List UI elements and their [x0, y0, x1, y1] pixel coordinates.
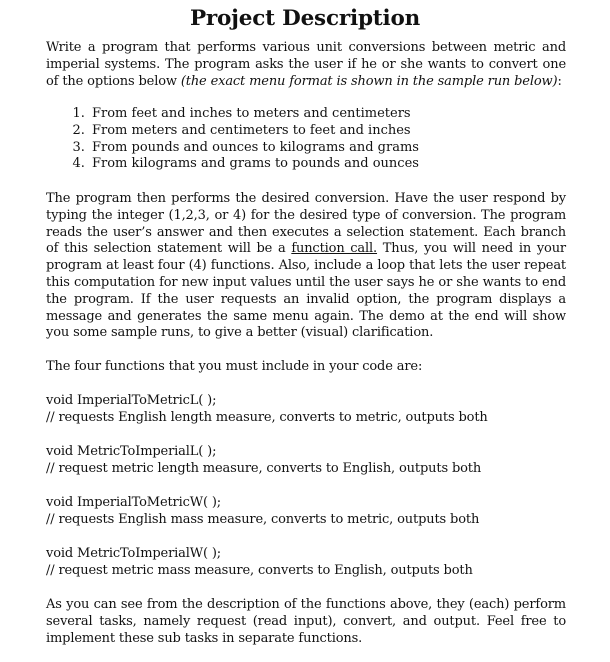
function-signature: void MetricToImperialW( );: [46, 546, 222, 561]
function-block-2: [46, 444, 481, 478]
function-call-underlined: function call.: [291, 241, 378, 257]
function-comment: // request metric length measure, converts to English, outputs both: [46, 460, 482, 476]
function-comment: // request metric mass measure, converts to English, outputs both: [46, 562, 473, 578]
closing-paragraph: As you can see from the description of the functions above, they (each) perform several tasks, namely request (read input), convert, and output. Feel free to implement these sub tasks in separate functions.: [46, 597, 566, 646]
list-item: 2. From meters and centimeters to feet and inches: [89, 123, 609, 140]
function-comment: // requests English mass measure, converts to metric, outputs both: [46, 511, 480, 527]
function-signature: void MetricToImperialL( );: [46, 444, 217, 459]
intro-text: Write a program that performs various unit conversions between metric and imperial systems. The program asks the user if he or she wants to convert one of the options below: [46, 40, 566, 89]
function-block-3: [46, 495, 479, 529]
function-block-1: [46, 393, 488, 427]
functions-intro: The four functions that you must include in your code are:: [46, 359, 423, 374]
function-comment: // requests English length measure, converts to metric, outputs both: [46, 409, 488, 425]
function-signature: void ImperialToMetricW( );: [46, 495, 222, 510]
function-block-4: [46, 546, 473, 580]
body-text-after: Thus, you will need in your program at least four (4) functions. Also, include a loop that lets the user repeat this computation for new input values until the user says he or she wants to end the program. If the user requests an invalid option, the program displays a message and generates the same menu again. The demo at the end will show you some sample runs, to give a better (visual) clarification.: [46, 241, 566, 341]
conversion-options-list: [46, 106, 609, 173]
body-text-before: The program then performs the desired conversion. Have the user respond by typing the integer (1,2,3, or 4) for the desired type of conversion. The program reads the user’s answer and then executes a selection statement. Each branch of this selection statement will be a: [46, 191, 566, 257]
body-paragraph: [46, 191, 566, 342]
list-item: 1. From feet and inches to meters and centimeters: [89, 106, 609, 123]
intro-italic-note: (the exact menu format is shown in the sample run below): [180, 73, 558, 89]
intro-paragraph: [46, 40, 566, 90]
function-signature: void ImperialToMetricL( );: [46, 393, 217, 408]
page-title: Project Description: [189, 6, 421, 31]
intro-tail: :: [557, 73, 562, 89]
list-item: 4. From kilograms and grams to pounds and ounces: [89, 156, 609, 173]
list-item: 3. From pounds and ounces to kilograms and grams: [89, 140, 609, 157]
